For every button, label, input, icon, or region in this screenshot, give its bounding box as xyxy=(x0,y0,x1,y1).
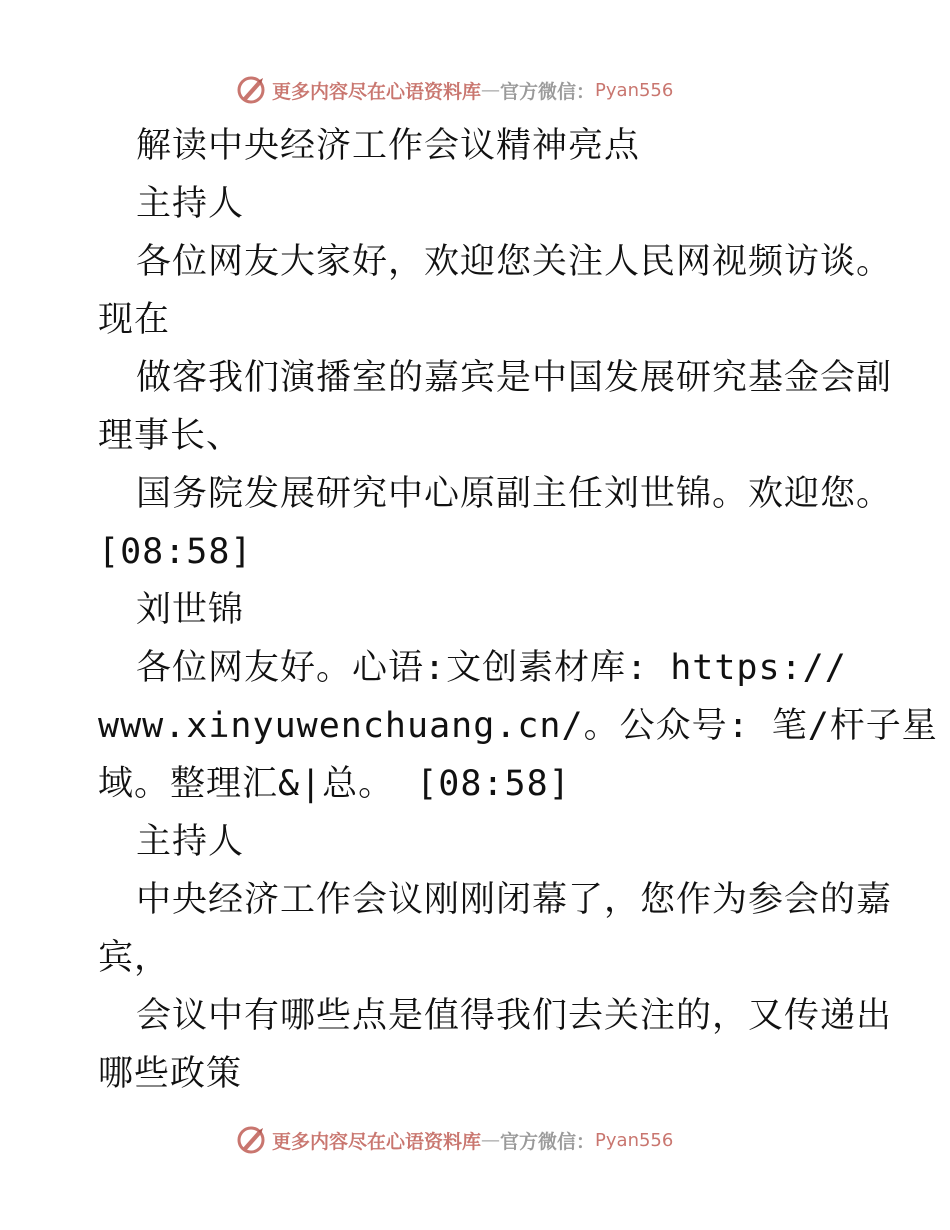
text-line: 各位网友好。心语:文创素材库: https:// xyxy=(136,648,847,688)
text-line: 理事长、 xyxy=(98,416,243,456)
text-line: 域。整理汇&|总。 [08:58] xyxy=(98,764,571,804)
text-line: 主持人 xyxy=(136,184,245,224)
watermark-official-label: 官方微信： xyxy=(500,1130,596,1153)
footer-watermark xyxy=(236,1123,716,1157)
watermark-wechat-id: Pyan556 xyxy=(595,1129,674,1151)
text-line: 宾， xyxy=(98,938,171,978)
header-watermark xyxy=(236,73,716,107)
watermark-wechat-id: Pyan556 xyxy=(595,79,674,101)
text-line: 会议中有哪些点是值得我们去关注的，又传递出 xyxy=(136,996,893,1036)
quill-pen-logo-icon xyxy=(236,1125,266,1155)
quill-pen-logo-icon xyxy=(236,75,266,105)
text-line: 现在 xyxy=(98,300,171,340)
text-line: 解读中央经济工作会议精神亮点 xyxy=(136,126,641,166)
watermark-official-label: 官方微信： xyxy=(500,80,596,103)
text-line: 哪些政策 xyxy=(98,1054,243,1094)
text-line: 刘世锦 xyxy=(136,590,245,630)
text-line: www.xinyuwenchuang.cn/。公众号: 笔/杆子星 xyxy=(98,706,938,746)
document-body xyxy=(98,117,938,1103)
watermark-main-text: 更多内容尽在心语资料库 xyxy=(272,80,482,103)
text-line: 中央经济工作会议刚刚闭幕了，您作为参会的嘉 xyxy=(136,880,893,920)
text-line: 各位网友大家好，欢迎您关注人民网视频访谈。 xyxy=(136,242,893,282)
watermark-dash: — xyxy=(481,79,501,101)
watermark-main-text: 更多内容尽在心语资料库 xyxy=(272,1130,482,1153)
watermark-dash: — xyxy=(481,1129,501,1151)
text-line: 国务院发展研究中心原副主任刘世锦。欢迎您。 xyxy=(136,474,893,514)
text-line: 做客我们演播室的嘉宾是中国发展研究基金会副 xyxy=(136,358,893,398)
text-line: [08:58] xyxy=(98,532,253,572)
text-line: 主持人 xyxy=(136,822,245,862)
